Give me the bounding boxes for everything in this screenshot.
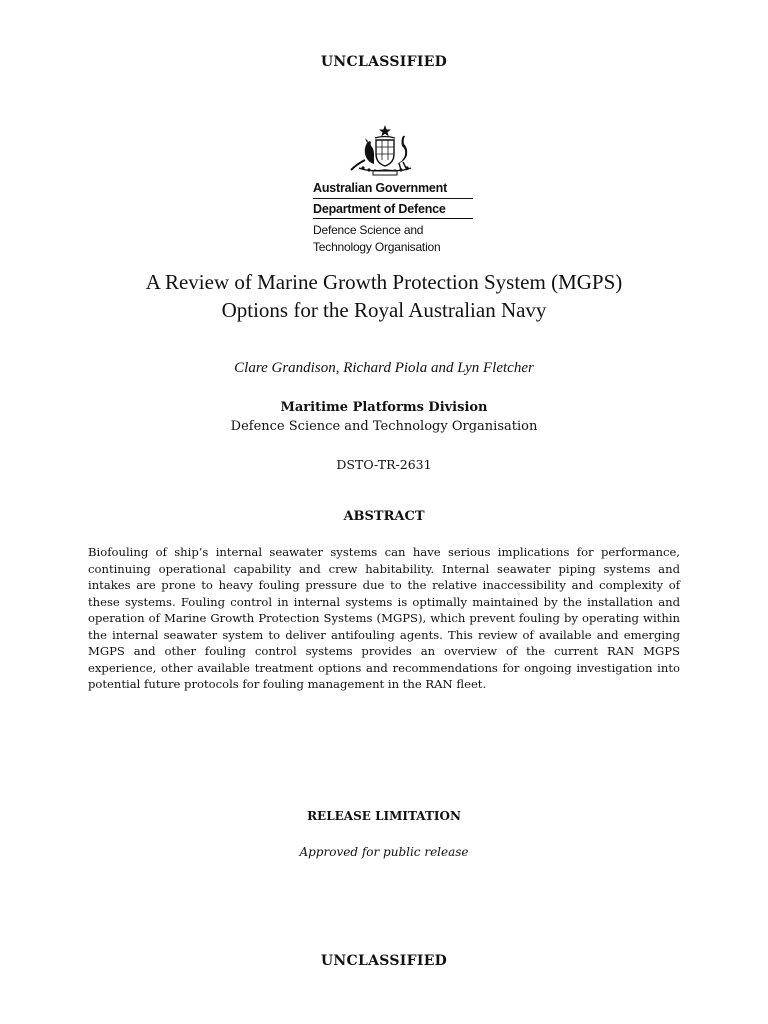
department-name: Department of Defence [313,199,473,219]
abstract-body: Biofouling of ship’s internal seawater systems can have serious implications for performance, continuing operational capability and crew habitability. Internal seawater piping systems and intakes are prone to heavy fouling pressure due to the relative inaccessibility and complexity of these systems. Fouling control in internal systems is optimally maintained by the installation and operation of Marine Growth Protection Systems (MGPS), which prevent fouling by operating within the internal seawater system to deliver antifouling agents. This review of available and emerging MGPS and other fouling control systems provides an overview of the current RAN MGPS experience, other available treatment options and recommendations for ongoing investigation into potential future protocols for fouling management in the RAN fleet. [88,545,680,691]
classification-bottom: UNCLASSIFIED [320,953,448,969]
authors: Clare Grandison, Richard Piola and Lyn Fletcher [234,360,534,376]
release-limitation-heading: RELEASE LIMITATION [307,809,461,823]
government-name: Australian Government [313,181,473,199]
organisation-name [313,219,473,256]
organisation-line-2: Technology Organisation [313,240,441,254]
title-line-1: A Review of Marine Growth Protection System (MGPS) [145,270,623,294]
coat-of-arms-icon [345,124,425,176]
division: Maritime Platforms Division [280,400,488,415]
organisation-line-1: Defence Science and [313,223,424,237]
classification-top: UNCLASSIFIED [320,54,448,70]
organisation: Defence Science and Technology Organisation [230,419,538,434]
document-title [60,268,708,324]
abstract-heading: ABSTRACT [343,509,425,524]
title-line-2: Options for the Royal Australian Navy [221,298,547,322]
agency-block [313,181,473,256]
release-limitation-text: Approved for public release [299,845,469,859]
report-number: DSTO-TR-2631 [336,457,432,472]
